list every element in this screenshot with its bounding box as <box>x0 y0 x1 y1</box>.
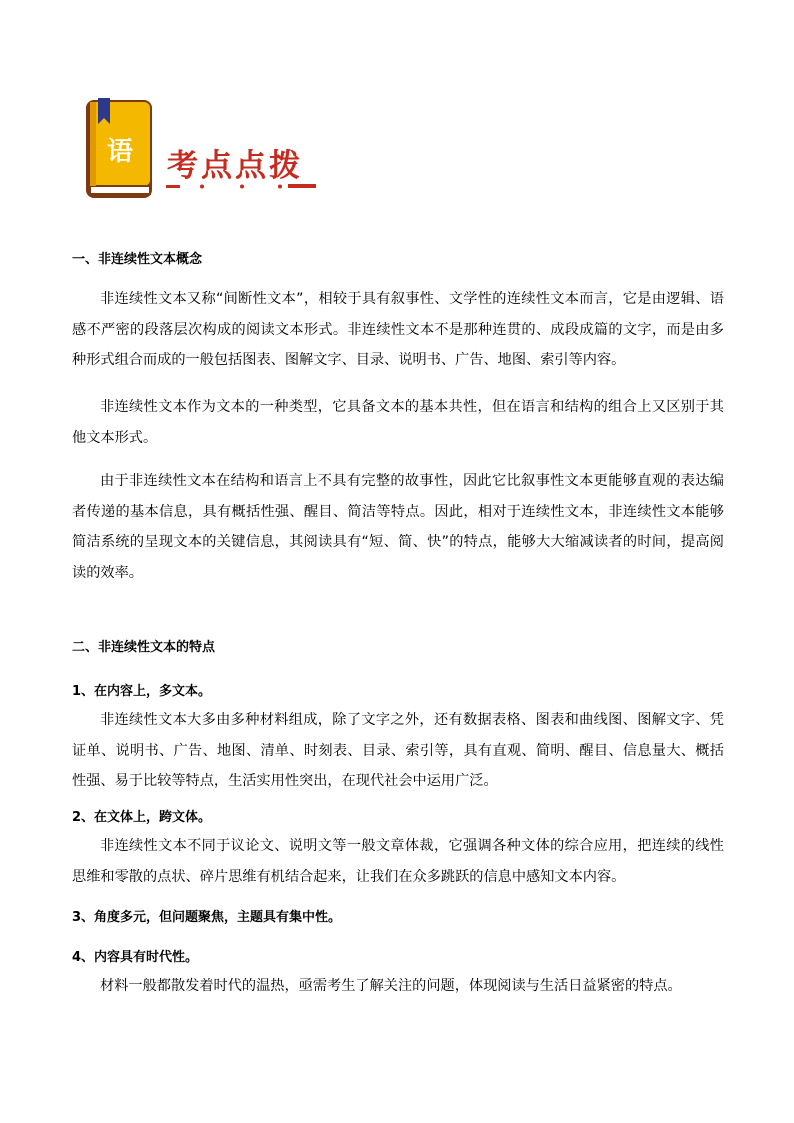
page-title: 考点点拨 <box>167 148 303 184</box>
point-1-text: 非连续性文本大多由多种材料组成，除了文字之外，还有数据表格、图表和曲线图、图解文字、凭证单、说明书、广告、地图、清单、时刻表、目录、索引等，具有直观、简明、醒目、信息量大、概括性强、易于比较等特点，生活实用性突出，在现代社会中运用广泛。 <box>72 712 724 789</box>
section1-heading: 一、非连续性文本概念 <box>72 252 203 267</box>
point-4-text: 材料一般都散发着时代的温热，亟需考生了解关注的问题，体现阅读与生活日益紧密的特点。 <box>100 978 682 994</box>
section1-paragraph-3: 由于非连续性文本在结构和语言上不具有完整的故事性，因此它比叙事性文本更能够直观的表达编者传递的基本信息，具有概括性强、醒目、简洁等特点。因此，相对于连续性文本，非连续性文本能够简洁系统的呈现文本的关键信息，其阅读具有“短、简、快”的特点，能够大大缩减读者的时间，提高阅读的效率。 <box>72 473 724 581</box>
point-1-title: 1、在内容上，多文本。 <box>72 684 212 699</box>
section1-paragraph-1: 非连续性文本又称“间断性文本”，相较于具有叙事性、文学性的连续性文本而言，它是由逻辑、语感不严密的段落层次构成的阅读文本形式。非连续性文本不是那种连贯的、成段成篇的文字，而是由多种形式组合而成的一般包括图表、图解文字、目录、说明书、广告、地图、索引等内容。 <box>72 291 724 368</box>
point-4-title: 4、内容具有时代性。 <box>72 950 199 965</box>
point-3-title: 3、角度多元，但问题聚焦，主题具有集中性。 <box>72 910 342 925</box>
logo-char: 语 <box>106 137 134 167</box>
point-2-title: 2、在文体上，跨文体。 <box>72 810 212 825</box>
point-2-text: 非连续性文本不同于议论文、说明文等一般文章体裁，它强调各种文体的综合应用，把连续的线性思维和零散的点状、碎片思维有机结合起来，让我们在众多跳跃的信息中感知文本内容。 <box>72 838 724 885</box>
title-underline <box>166 180 316 194</box>
section1-paragraph-2: 非连续性文本作为文本的一种类型，它具备文本的基本共性，但在语言和结构的组合上又区别于其他文本形式。 <box>72 399 724 446</box>
book-logo-icon <box>84 98 156 202</box>
section2-heading: 二、非连续性文本的特点 <box>72 640 216 655</box>
